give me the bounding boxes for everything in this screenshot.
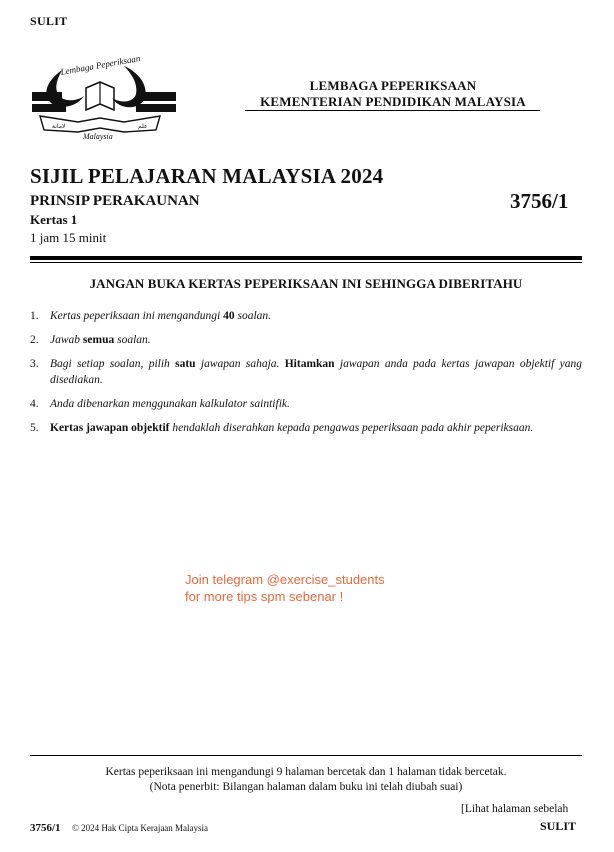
classification-label-bottom: SULIT bbox=[540, 819, 577, 833]
instruction-text: Anda dibenarkan menggunakan kalkulator saintifik. bbox=[50, 398, 290, 410]
watermark-line-2: for more tips spm sebenar ! bbox=[185, 589, 344, 604]
instruction-text: Bagi setiap soalan, pilih satu jawapan sahaja. Hitamkan jawapan anda pada kertas jawapan objektif yang disediakan. bbox=[50, 358, 582, 386]
copyright-notice: © 2024 Hak Cipta Kerajaan Malaysia bbox=[72, 823, 209, 833]
board-line-1: LEMBAGA PEPERIKSAAN bbox=[309, 78, 477, 93]
watermark-line-1: Join telegram @exercise_students bbox=[185, 572, 385, 587]
instruction-item bbox=[30, 396, 582, 412]
instruction-text: Jawab semua soalan. bbox=[50, 334, 151, 346]
see-next-page: [Lihat halaman sebelah bbox=[461, 803, 569, 815]
instruction-item bbox=[30, 356, 582, 388]
instruction-number: 1. bbox=[30, 310, 39, 322]
instruction-text: Kertas peperiksaan ini mengandungi 40 soalan. bbox=[50, 310, 272, 322]
board-name bbox=[248, 78, 538, 110]
paper-code: 3756/1 bbox=[510, 189, 569, 213]
instruction-item bbox=[30, 308, 582, 324]
logo-text-bottom: Malaysia bbox=[83, 132, 113, 141]
exam-duration: 1 jam 15 minit bbox=[30, 230, 107, 245]
subject-name: PRINSIP PERAKAUNAN bbox=[30, 193, 200, 209]
publisher-note: (Nota penerbit: Bilangan halaman dalam buku ini telah diubah suai) bbox=[149, 781, 463, 793]
instruction-number: 3. bbox=[30, 358, 39, 370]
paper-code-footer: 3756/1 bbox=[30, 822, 61, 834]
instructions-list bbox=[30, 308, 582, 444]
board-line-2: KEMENTERIAN PENDIDIKAN MALAYSIA bbox=[260, 94, 526, 109]
exam-title: SIJIL PELAJARAN MALAYSIA 2024 bbox=[30, 164, 384, 188]
svg-text:ﻻﻣﺎﻧﺔ: ﻻﻣﺎﻧﺔ bbox=[52, 123, 66, 130]
telegram-watermark bbox=[185, 571, 385, 605]
instruction-text: Kertas jawapan objektif hendaklah diserahkan kepada pengawas peperiksaan pada akhir peperiksaan. bbox=[50, 422, 534, 434]
warning-heading: JANGAN BUKA KERTAS PEPERIKSAAN INI SEHINGGA DIBERITAHU bbox=[89, 276, 523, 291]
instruction-item bbox=[30, 332, 582, 348]
page-count-note bbox=[30, 765, 582, 795]
footer-divider bbox=[30, 755, 582, 756]
instruction-number: 4. bbox=[30, 398, 39, 410]
svg-text:ﻋﻠﻢ: ﻋﻠﻢ bbox=[138, 123, 148, 130]
classification-label: SULIT bbox=[30, 14, 68, 28]
instruction-number: 5. bbox=[30, 422, 39, 434]
page-count-line: Kertas peperiksaan ini mengandungi 9 halaman bercetak dan 1 halaman tidak bercetak. bbox=[105, 766, 507, 778]
instruction-number: 2. bbox=[30, 334, 39, 346]
board-underline bbox=[245, 110, 540, 111]
instruction-item bbox=[30, 420, 582, 436]
divider-thin bbox=[30, 262, 582, 263]
divider-thick bbox=[30, 256, 582, 260]
paper-number: Kertas 1 bbox=[30, 212, 78, 227]
logo-text-top: Lembaga Peperiksaan bbox=[59, 53, 142, 77]
